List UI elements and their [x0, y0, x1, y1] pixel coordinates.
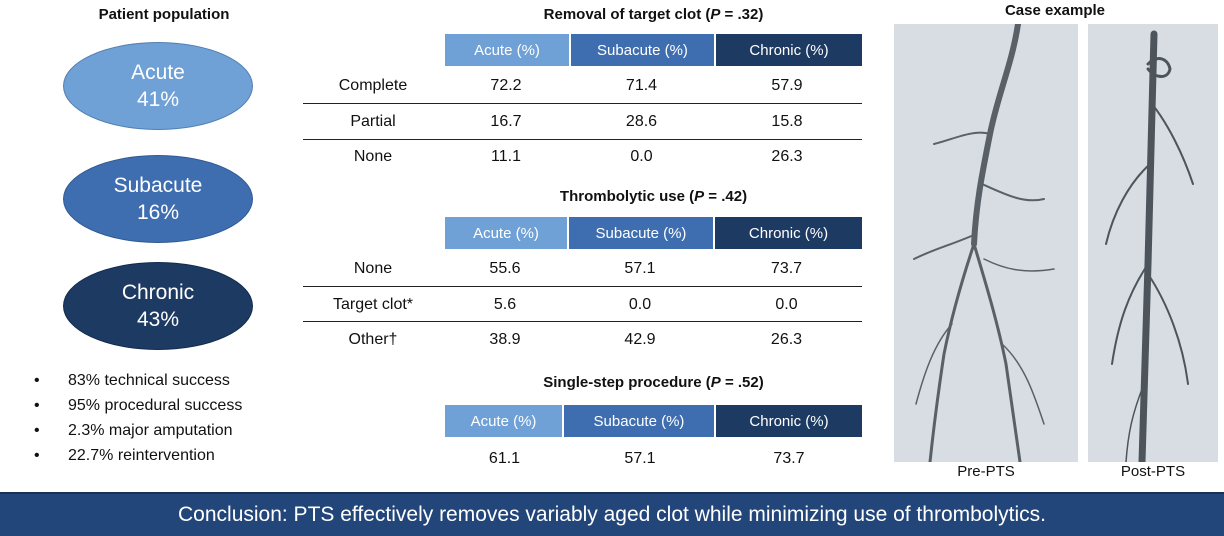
row-label: Target clot*: [332, 295, 414, 313]
cell-chronic: 73.7: [770, 259, 803, 277]
single-step-table-header: [445, 405, 862, 437]
cell-subacute: 42.9: [624, 330, 656, 348]
chronic-group-percent: 43%: [136, 308, 180, 331]
cell-subacute: 57.1: [624, 259, 656, 277]
acute-group-label: Acute: [131, 61, 185, 84]
removal-table-title: Removal of target clot (P = .32): [543, 6, 764, 23]
post-pts-caption: Post-PTS: [1120, 463, 1186, 480]
cell-acute: 55.6: [489, 259, 521, 277]
outcome-bullet-list: [34, 368, 242, 468]
cell-acute: 16.7: [490, 112, 522, 130]
table-row: [445, 441, 862, 476]
cell-chronic: 0.0: [775, 295, 798, 313]
pre-pts-caption: Pre-PTS: [957, 463, 1015, 480]
table-row: [303, 287, 860, 322]
conclusion-banner: Conclusion: PTS effectively removes variably aged clot while minimizing use of thrombolytics.: [0, 492, 1224, 536]
chronic-group-label: Chronic: [121, 281, 195, 304]
header-acute: Acute (%): [445, 217, 569, 249]
cell-subacute: 0.0: [630, 147, 653, 165]
cell-subacute: 57.1: [624, 449, 656, 467]
header-chronic: Chronic (%): [716, 405, 862, 437]
removal-table-header: [445, 34, 862, 66]
bullet-technical-success: • 83% technical success: [34, 368, 242, 393]
single-step-table-title: Single-step procedure (P = .52): [543, 374, 764, 391]
bullet-procedural-success: • 95% procedural success: [34, 393, 242, 418]
cell-subacute: 0.0: [628, 295, 652, 313]
header-chronic: Chronic (%): [716, 34, 862, 66]
thrombolytic-table-header: [445, 217, 862, 249]
row-label: Complete: [338, 76, 408, 94]
cell-acute: 61.1: [488, 449, 521, 467]
header-subacute: Subacute (%): [564, 405, 716, 437]
header-acute: Acute (%): [445, 34, 571, 66]
subacute-group-label: Subacute: [113, 174, 203, 197]
bullet-major-amputation: • 2.3% major amputation: [34, 418, 242, 443]
case-example-title: Case example: [1004, 2, 1106, 19]
row-label: None: [353, 259, 393, 277]
subacute-group-ellipse: [63, 155, 253, 243]
cell-acute: 11.1: [491, 147, 521, 165]
post-pts-angiogram-image: [1088, 24, 1218, 462]
patient-population-title: Patient population: [98, 6, 230, 23]
header-chronic: Chronic (%): [715, 217, 862, 249]
cell-chronic: 26.3: [770, 330, 803, 348]
table-row: [303, 104, 860, 139]
cell-chronic: 15.8: [771, 112, 803, 130]
cell-acute: 5.6: [493, 295, 517, 313]
cell-chronic: 26.3: [771, 147, 803, 165]
header-subacute: Subacute (%): [569, 217, 715, 249]
table-row: [303, 251, 860, 286]
thrombolytic-table-title: Thrombolytic use (P = .42): [559, 188, 748, 205]
table-row: [303, 68, 860, 103]
cell-subacute: 28.6: [625, 112, 658, 130]
header-acute: Acute (%): [445, 405, 564, 437]
row-label: Other†: [348, 330, 398, 348]
cell-chronic: 73.7: [773, 449, 805, 467]
cell-chronic: 57.9: [771, 76, 803, 94]
row-label: Partial: [350, 112, 396, 130]
header-subacute: Subacute (%): [571, 34, 716, 66]
cell-acute: 72.2: [490, 76, 522, 94]
bullet-reintervention: • 22.7% reintervention: [34, 443, 242, 468]
row-label: None: [353, 147, 393, 165]
subacute-group-percent: 16%: [136, 201, 180, 224]
cell-acute: 38.9: [489, 330, 521, 348]
table-row: [303, 322, 860, 357]
cell-subacute: 71.4: [625, 76, 658, 94]
acute-group-percent: 41%: [136, 88, 180, 111]
pre-pts-angiogram-image: [894, 24, 1078, 462]
table-row: [303, 139, 860, 174]
acute-group-ellipse: [63, 42, 253, 130]
chronic-group-ellipse: [63, 262, 253, 350]
